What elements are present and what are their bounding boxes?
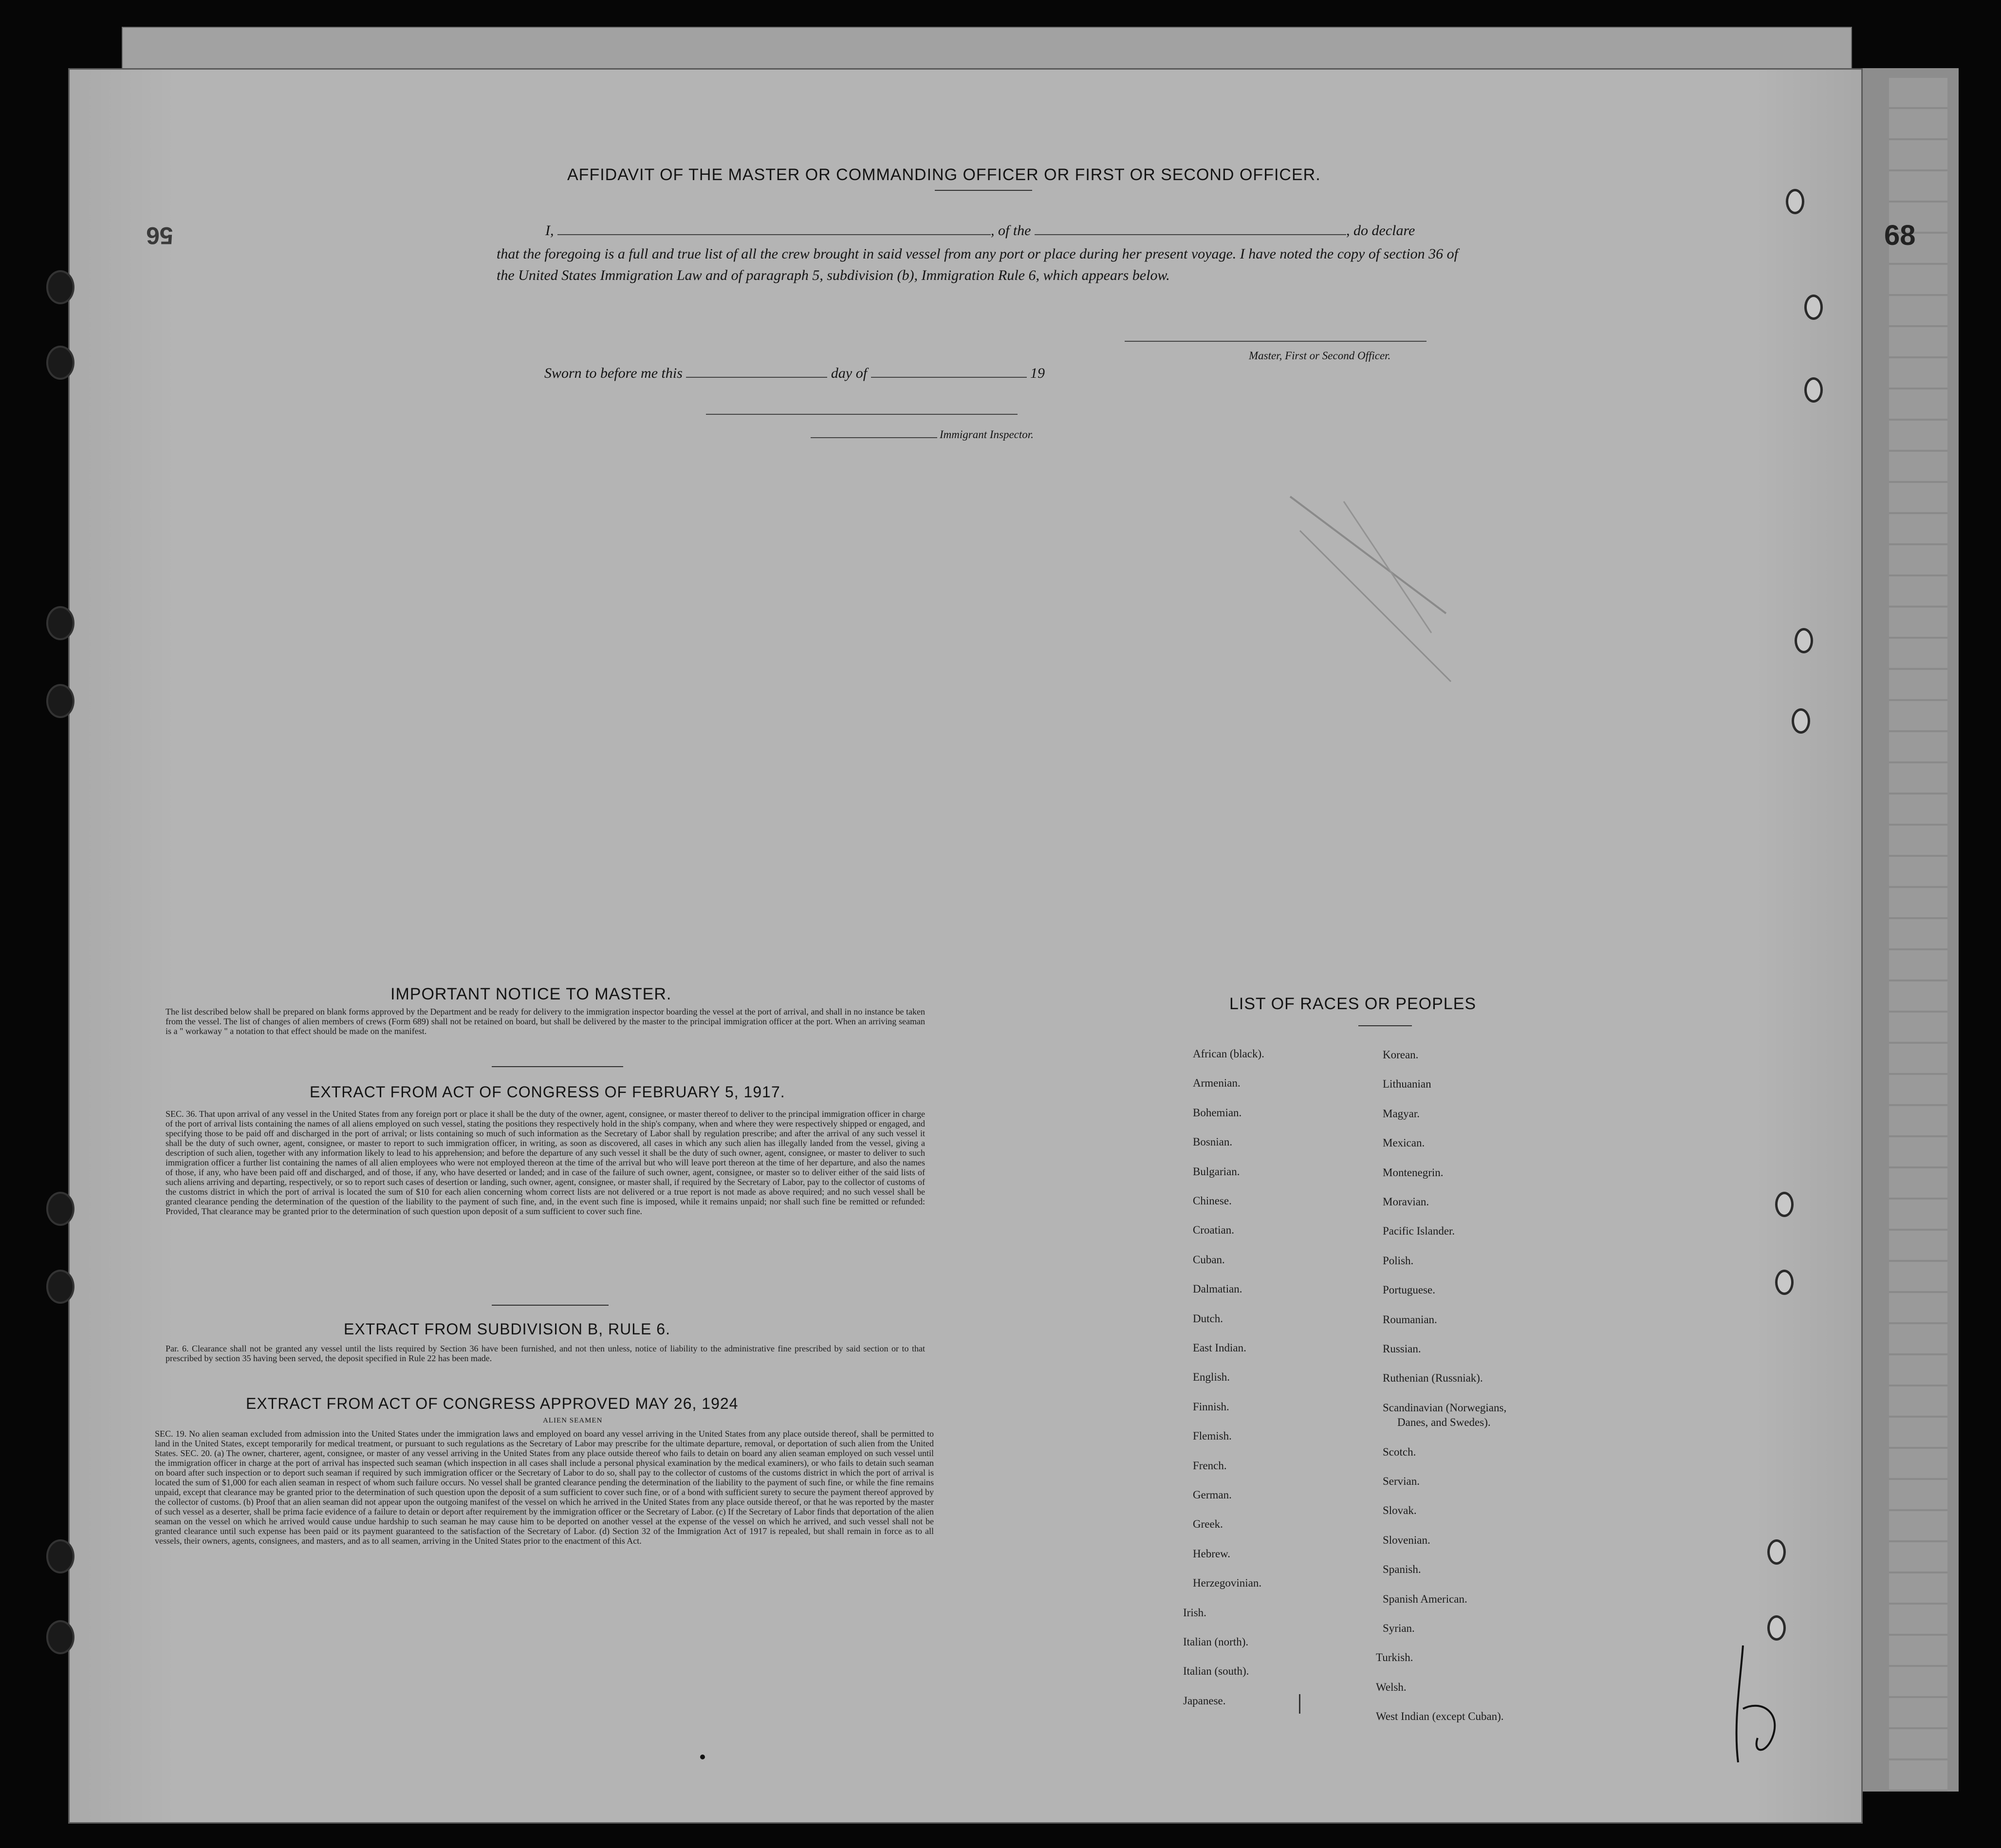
stray-mark xyxy=(1299,1694,1300,1714)
bleed-through-number: 56 xyxy=(146,222,173,249)
race-item: Roumanian. xyxy=(1383,1313,1437,1326)
race-item: Slovenian. xyxy=(1383,1534,1430,1546)
race-item: Slovak. xyxy=(1383,1504,1417,1517)
race-item: Montenegrin. xyxy=(1383,1166,1444,1179)
race-item: Greek. xyxy=(1193,1518,1223,1531)
race-item: German. xyxy=(1193,1489,1232,1501)
sworn-line xyxy=(544,364,1045,382)
race-item: Scotch. xyxy=(1383,1445,1416,1458)
master-signature-label: Master, First or Second Officer. xyxy=(1249,350,1391,362)
race-item: English. xyxy=(1193,1371,1230,1384)
notice-text: The list described below shall be prepared on blank forms approved by the Department and be ready for delivery to the immigration inspector boarding the vessel at the port of arrival, and shall in no instance be taken from the vessel. The list of changes of alien members of crews (Form 689) shall not be retained on board, but shall be delivered by the master to the principal immigration officer at the port. When an arriving seaman is a " workaway " a notation to that effect should be made on the manifest. xyxy=(166,1007,925,1036)
race-item: Russian. xyxy=(1383,1343,1421,1355)
binder-hole xyxy=(46,346,74,380)
race-item: French. xyxy=(1193,1459,1227,1472)
year-prefix: 19 xyxy=(1030,365,1045,381)
handwritten-mark xyxy=(1723,1641,1792,1772)
vessel-blank[interactable] xyxy=(1035,222,1346,235)
binder-hole xyxy=(46,606,74,640)
race-item: Dalmatian. xyxy=(1193,1283,1242,1295)
race-item: Moravian. xyxy=(1383,1196,1429,1208)
race-item: Italian (north). xyxy=(1183,1636,1249,1648)
sworn-day-blank[interactable] xyxy=(686,364,827,378)
race-item: Mexican. xyxy=(1383,1137,1425,1149)
race-item: Armenian. xyxy=(1193,1077,1241,1090)
inspector-label-rule xyxy=(811,437,937,438)
do-declare-label: , do declare xyxy=(1346,222,1415,239)
binder-hole-right xyxy=(1767,1615,1786,1641)
stray-dot xyxy=(700,1755,705,1759)
affidavit-first-line xyxy=(545,222,1415,239)
race-item: Pacific Islander. xyxy=(1383,1225,1455,1238)
day-of-label: day of xyxy=(831,365,868,381)
extract-1924-text: SEC. 19. No alien seaman excluded from admission into the United States under the immigration laws and employed on board any vessel arriving in the United States from any place outside thereof, shall be permitted to land in the United States, except temporarily for medical treatment, or pursuant to such regulations as the Secretary of Labor may prescribe for the ultimate departure, removal, or deportation of such alien from the United States. SEC. 20. (a) The owner, charterer, agent, consignee, or master of any vessel arriving in the United States from any place outside thereof who fails to detain on board any alien seaman employed on such vessel until the immigration officer in charge at the port of arrival has inspected such seaman (which inspection in all cases shall include a personal physical examination by the medical examiners), or who fails to detain such seaman on board after such inspection or to deport such seaman if required by such immigration officer or the Secretary of Labor to do so, shall pay to the collector of customs of the customs district in which the port of arrival is located the sum of $1,000 for each alien seaman in respect of whom such failure occurs. No vessel shall be granted clearance pending the determination of the liability to the payment of such fine, or while the fine remains unpaid, except that clearance may be granted prior to the determination of such question upon the deposit of a sum sufficient to cover such fine, or of a bond with sufficient surety to secure the payment thereof approved by the collector of customs. (b) Proof that an alien seaman did not appear upon the outgoing manifest of the vessel on which he arrived in the United States from any place outside thereof, or that he was reported by the master of such vessel as a deserter, shall be prima facie evidence of a failure to detain or deport after requirement by the immigration officer or the Secretary of Labor. (c) If the Secretary of Labor finds that deportation of the alien seaman on the vessel on which he arrived would cause undue hardship to such seaman he may cause him to be deported on another vessel at the expense of the vessel on which he arrived, and such vessel shall not be granted clearance until such expense has been paid or its payment guaranteed to the satisfaction of the Secretary of Labor. (d) Section 32 of the Immigration Act of 1917 is repealed, but shall remain in force as to all vessels, their owners, agents, consignees, and masters, and as to all seamen, arriving in the United States prior to the enactment of this Act. xyxy=(155,1429,934,1546)
race-item: Spanish American. xyxy=(1383,1592,1467,1605)
extract-rule6-text: Par. 6. Clearance shall not be granted any vessel until the lists required by Section 36 have been furnished, and not then unless, notice of liability to the administrative fine prescribed by said section or to that prescribed by section 35 having been served, the deposit specified in Rule 22 has been made. xyxy=(166,1344,925,1363)
affidavit-title: AFFIDAVIT OF THE MASTER OR COMMANDING OFFICER OR FIRST OR SECOND OFFICER. xyxy=(567,166,1321,184)
section-rule xyxy=(492,1305,609,1306)
binder-hole xyxy=(46,1539,74,1573)
race-item: Scandinavian (Norwegians, xyxy=(1383,1401,1507,1414)
race-item: Korean. xyxy=(1383,1049,1419,1061)
race-item: Polish. xyxy=(1383,1254,1414,1267)
binder-hole-right xyxy=(1792,708,1810,734)
race-item: Syrian. xyxy=(1383,1622,1415,1634)
race-item: East Indian. xyxy=(1193,1342,1246,1354)
races-title: LIST OF RACES OR PEOPLES xyxy=(1229,995,1477,1013)
races-title-rule xyxy=(1358,1025,1412,1026)
binder-hole-right xyxy=(1775,1270,1794,1295)
title-rule xyxy=(935,190,1032,191)
race-item: Danes, and Swedes). xyxy=(1397,1416,1491,1429)
race-item: Turkish. xyxy=(1376,1651,1413,1664)
binder-hole xyxy=(46,1620,74,1654)
race-item: Japanese. xyxy=(1183,1694,1226,1707)
race-item: Spanish. xyxy=(1383,1563,1421,1576)
race-item: Dutch. xyxy=(1193,1312,1223,1325)
page-number-underneath: 68 xyxy=(1884,220,1916,251)
binder-hole-right xyxy=(1804,377,1823,403)
extract-rule6-title: EXTRACT FROM SUBDIVISION B, RULE 6. xyxy=(344,1320,670,1338)
binder-hole-right xyxy=(1775,1192,1794,1217)
binder-hole xyxy=(46,684,74,718)
race-item: Ruthenian (Russniak). xyxy=(1383,1372,1483,1385)
race-item: Herzegovinian. xyxy=(1193,1577,1262,1589)
race-item: Welsh. xyxy=(1376,1681,1407,1693)
race-item: Bulgarian. xyxy=(1193,1165,1240,1178)
binder-hole-right xyxy=(1804,295,1823,320)
race-item: Bohemian. xyxy=(1193,1106,1242,1119)
race-item: Flemish. xyxy=(1193,1430,1232,1442)
binder-hole xyxy=(46,1270,74,1304)
extract-1917-title: EXTRACT FROM ACT OF CONGRESS OF FEBRUARY 5, 1917. xyxy=(310,1083,785,1101)
binder-hole-right xyxy=(1767,1539,1786,1565)
manifest-back-page xyxy=(68,68,1863,1824)
race-item: African (black). xyxy=(1193,1048,1264,1060)
sworn-label: Sworn to before me this xyxy=(544,365,683,381)
race-item: West Indian (except Cuban). xyxy=(1376,1710,1504,1723)
bleed-through-marks xyxy=(1285,487,1461,701)
race-item: Cuban. xyxy=(1193,1253,1225,1266)
race-item: Croatian. xyxy=(1193,1224,1234,1237)
of-the-label: , of the xyxy=(991,222,1031,239)
binder-hole xyxy=(46,1192,74,1226)
underlying-page-edge xyxy=(1889,78,1947,1792)
extract-1924-title: EXTRACT FROM ACT OF CONGRESS APPROVED MAY 26, 1924 xyxy=(246,1395,739,1412)
notice-title: IMPORTANT NOTICE TO MASTER. xyxy=(390,985,672,1003)
race-item: Bosnian. xyxy=(1193,1136,1233,1148)
binder-hole-right xyxy=(1795,628,1813,653)
section-rule xyxy=(492,1066,623,1067)
binder-hole xyxy=(46,270,74,304)
race-item: Magyar. xyxy=(1383,1107,1420,1120)
race-item: Lithuanian xyxy=(1383,1078,1431,1090)
affidavit-body: that the foregoing is a full and true list of all the crew brought in said vessel from any port or place during her present voyage. I have noted the copy of section 36 of the United States Immigration Law and of paragraph 5, subdivision (b), Immigration Rule 6, which appears below. xyxy=(497,246,1458,283)
i-label: I, xyxy=(545,222,554,239)
sworn-month-blank[interactable] xyxy=(871,364,1027,378)
binder-hole-right xyxy=(1786,189,1804,214)
inspector-label: Immigrant Inspector. xyxy=(940,428,1034,441)
name-blank[interactable] xyxy=(557,222,991,235)
race-item: Servian. xyxy=(1383,1475,1420,1487)
race-item: Irish. xyxy=(1183,1606,1206,1619)
race-item: Chinese. xyxy=(1193,1195,1232,1207)
race-item: Portuguese. xyxy=(1383,1284,1435,1296)
inspector-signature-line[interactable] xyxy=(706,414,1018,415)
extract-1924-subtitle: ALIEN SEAMEN xyxy=(543,1417,603,1424)
race-item: Hebrew. xyxy=(1193,1547,1231,1560)
race-item: Italian (south). xyxy=(1183,1665,1249,1678)
race-item: Finnish. xyxy=(1193,1400,1229,1413)
extract-1917-text: SEC. 36. That upon arrival of any vessel in the United States from any foreign port or place it shall be the duty of the owner, agent, consignee, or master thereof to deliver to the principal immigration officer in charge of the port of arrival lists containing the names of all aliens employed on such vessel, stating the positions they respectively hold in the ship's company, when and where they were respectively shipped or engaged, and specifying those to be paid off and discharged in the port of arrival; or lists containing so much of such information as the Secretary of Labor shall by regulation prescribe; and after the arrival of any such vessel it shall be the duty of such owner, agent, consignee, or master to report to such immigration officer, in writing, as soon as discovered, all cases in which any such alien has illegally landed from the vessel, giving a description of such alien, together with any information likely to lead to his apprehension; and before the departure of any such vessel it shall be the duty of such owner, agent, consignee, or master to deliver to such immigration officer a further list containing the names of all alien employees who were not employed thereon at the time of the arrival but who will leave port thereon at the time of her departure, and also the names of those, if any, who have been paid off and discharged, and of those, if any, who have deserted or landed; and in case of the failure of such owner, agent, consignee, or master so to deliver either of the said lists of such aliens arriving and departing, respectively, or so to report such cases of desertion or landing, such owner, agent, consignee, or master shall, if required by the Secretary of Labor, pay to the collector of customs of the customs district in which the port of arrival is located the sum of $10 for each alien concerning whom correct lists are not delivered or a true report is not made as above required; and no such vessel shall be granted clearance pending the determination of the question of the liability to the payment of such fine, and, in the event such fine is imposed, while it remains unpaid; nor shall such fine be remitted or refunded: Provided, That clearance may be granted prior to the determination of such question upon deposit of a sum sufficient to cover such fine. xyxy=(166,1109,925,1216)
master-signature-line[interactable] xyxy=(1125,341,1427,342)
